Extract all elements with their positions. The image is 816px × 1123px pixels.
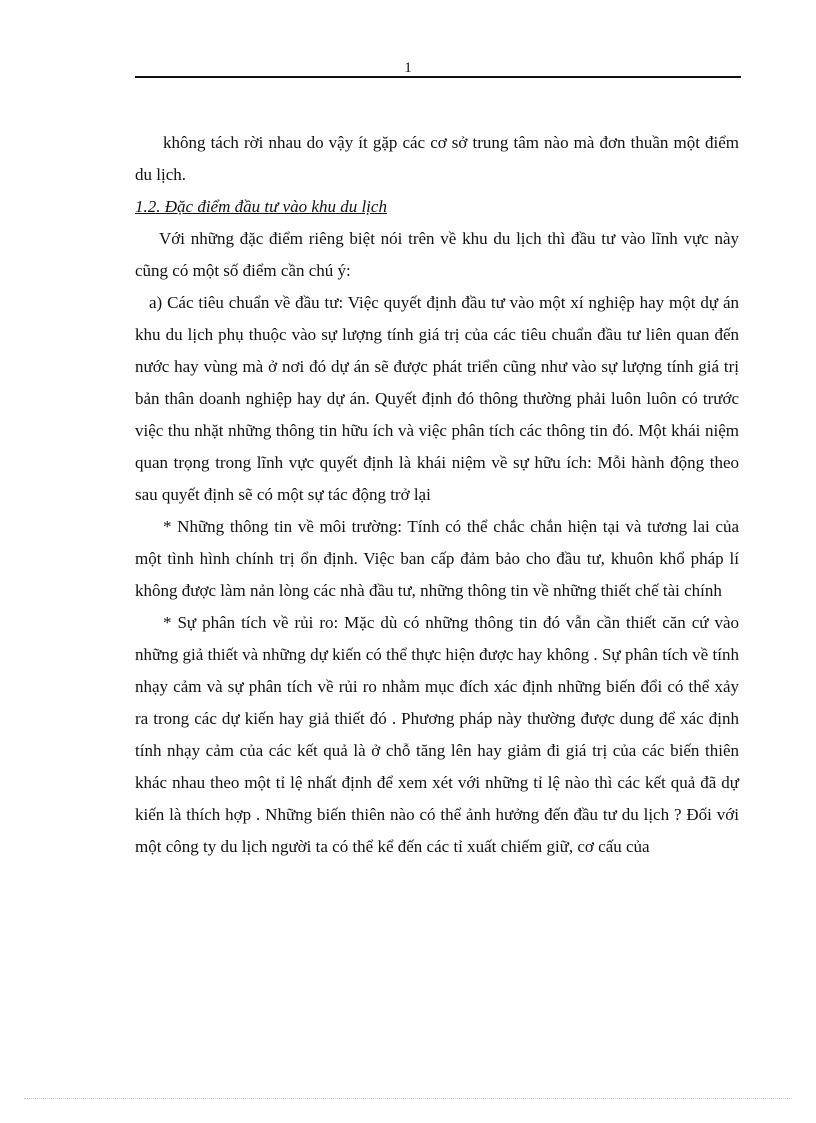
section-heading: 1.2. Đặc điểm đầu tư vào khu du lịch bbox=[135, 197, 387, 216]
page-bottom-border bbox=[24, 1098, 792, 1099]
paragraph-environment-info: * Những thông tin về môi trường: Tính có thể chắc chắn hiện tại và tương lai của một tình hình chính trị ổn định. Việc ban cấp đảm bảo cho đầu tư, khuôn khổ pháp lí không được làm nản lòng các nhà đầu tư, những thông tin về những thiết chế tài chính bbox=[135, 517, 739, 600]
page-number: 1 bbox=[404, 60, 412, 76]
header-rule bbox=[135, 76, 741, 78]
paragraph-risk-analysis: * Sự phân tích về rủi ro: Mặc dù có những thông tin đó vẫn cần thiết căn cứ vào những giả thiết và những dự kiến có thể thực hiện được hay không . Sự phân tích về tính nhạy cảm và sự phân tích về rủi ro nhằm mục đích xác định những biến đổi có thể xảy ra trong các dự kiến hay giả thiết đó . Phương pháp này thường được dung để xác định tính nhạy cảm của các kết quả là ở chỗ tăng lên hay giảm đi giá trị của các biến thiên khác nhau theo một tỉ lệ nhất định để xem xét với những tỉ lệ nào thì các kết quả đã dự kiến là thích hợp . Những biến thiên nào có thể ảnh hưởng đến đầu tư du lịch ? Đối với một công ty du lịch người ta có thể kể đến các tỉ xuất chiếm giữ, cơ cấu của bbox=[135, 613, 739, 856]
paragraph-intro: Với những đặc điểm riêng biệt nói trên về khu du lịch thì đầu tư vào lĩnh vực này cũng có một số điểm cần chú ý: bbox=[135, 229, 739, 280]
paragraph-investment-criteria: a) Các tiêu chuẩn về đầu tư: Việc quyết định đầu tư vào một xí nghiệp hay một dự án khu du lịch phụ thuộc vào sự lượng tính giá trị của các tiêu chuẩn đầu tư liên quan đến nước hay vùng mà ở nơi đó dự án sẽ được phát triển cũng như vào sự lượng tính giá trị bản thân doanh nghiệp hay dự án. Quyết định đó thông thường phải luôn luôn có trước việc thu nhặt những thông tin hữu ích và việc phân tích các thông tin đó. Một khái niệm quan trọng trong lĩnh vực quyết định là khái niệm về sự hữu ích: Mỗi hành động theo sau quyết định sẽ có một sự tác động trở lại bbox=[135, 293, 739, 504]
document-body bbox=[135, 127, 739, 863]
paragraph-continuation: không tách rời nhau do vậy ít gặp các cơ sở trung tâm nào mà đơn thuần một điểm du lịch. bbox=[135, 133, 739, 184]
